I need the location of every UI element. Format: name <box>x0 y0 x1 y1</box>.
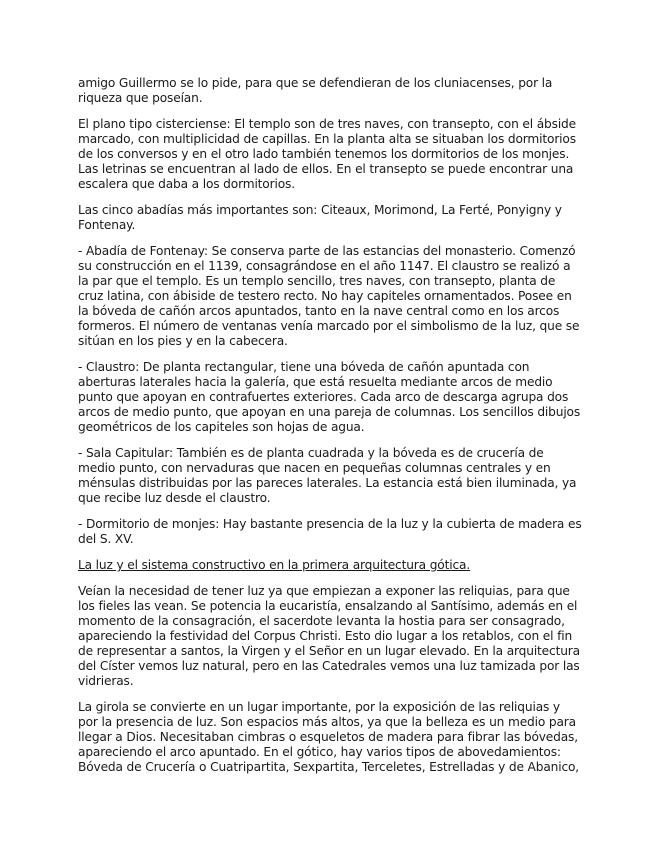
paragraph-plano-cisterciense: El plano tipo cisterciense: El templo son de tres naves, con transepto, con el ábside marcado, con multiplicidad de capillas. En la planta alta se situaban los dormitorios de los conversos y en el otro lado también tenemos los dormitorios de los monjes. Las letrinas se encuentran al lado de ellos. En el transepto se puede encontrar una escalera que daba a los dormitorios. <box>78 117 576 191</box>
paragraph-sala-capitular: - Sala Capitular: También es de planta cuadrada y la bóveda es de crucería de medio punto, con nervaduras que nacen en pequeñas columnas centrales y en ménsulas distribuidas por las pareces laterales. La estancia está bien iluminada, ya que recibe luz desde el claustro. <box>78 446 577 505</box>
paragraph-abadia-fontenay: - Abadía de Fontenay: Se conserva parte de las estancias del monasterio. Comenzó su construcción en el 1139, consagrándose en el año 1147. El claustro se realizó a la par que el templo. Es un templo sencillo, tres naves, con transepto, planta de cruz latina, con ábiside de testero recto. No hay capiteles ornamentados. Posee en la bóveda de cañón arcos apuntados, tanto en la nave central como en los arcos formeros. El número de ventanas venía marcado por el simbolismo de la luz, que se sitúan en los pies y en la cabecera. <box>78 244 580 348</box>
paragraph-claustro: - Claustro: De planta rectangular, tiene una bóveda de cañón apuntada con aberturas laterales hacia la galería, que está resuelta mediante arcos de medio punto que apoyan en contrafuertes exteriores. Cada arco de descarga agrupa dos arcos de medio punto, que apoyan en una pareja de columnas. Los sencillos dibujos geométricos de los capiteles son hojas de agua. <box>78 360 581 434</box>
document-page <box>78 76 582 786</box>
paragraph-cinco-abadias: Las cinco abadías más importantes son: Citeaux, Morimond, La Ferté, Ponyigny y Fontenay. <box>78 203 562 232</box>
paragraph-dormitorio: - Dormitorio de monjes: Hay bastante presencia de la luz y la cubierta de madera es del S. XV. <box>78 517 582 546</box>
section-heading: La luz y el sistema constructivo en la primera arquitectura gótica. <box>78 558 471 572</box>
paragraph-luz-reliquias: Veían la necesidad de tener luz ya que empiezan a exponer las reliquias, para que los fieles las vean. Se potencia la eucaristía, ensalzando al Santísimo, además en el momento de la consagración, el sacerdote levanta la hostia para ser consagrado, apareciendo la festividad del Corpus Christi. Esto dio lugar a los retablos, con el fin de representar a santos, la Virgen y el Señor en un lugar elevado. En la arquitectura del Císter vemos luz natural, pero en las Catedrales vemos una luz tamizada por las vidrieras. <box>78 584 580 688</box>
paragraph-girola: La girola se convierte en un lugar importante, por la exposición de las reliquias y por la presencia de luz. Son espacios más altos, ya que la belleza es un medio para llegar a Dios. Necesitaban cimbras o esqueletos de madera para fibrar las bóvedas, apareciendo el arco apuntado. En el gótico, hay varios tipos de abovedamientos: Bóveda de Crucería o Cuatripartita, Sexpartita, Terceletes, Estrelladas y de Abanico, <box>78 700 580 774</box>
paragraph-intro: amigo Guillermo se lo pide, para que se defendieran de los cluniacenses, por la riqueza que poseían. <box>78 76 553 105</box>
